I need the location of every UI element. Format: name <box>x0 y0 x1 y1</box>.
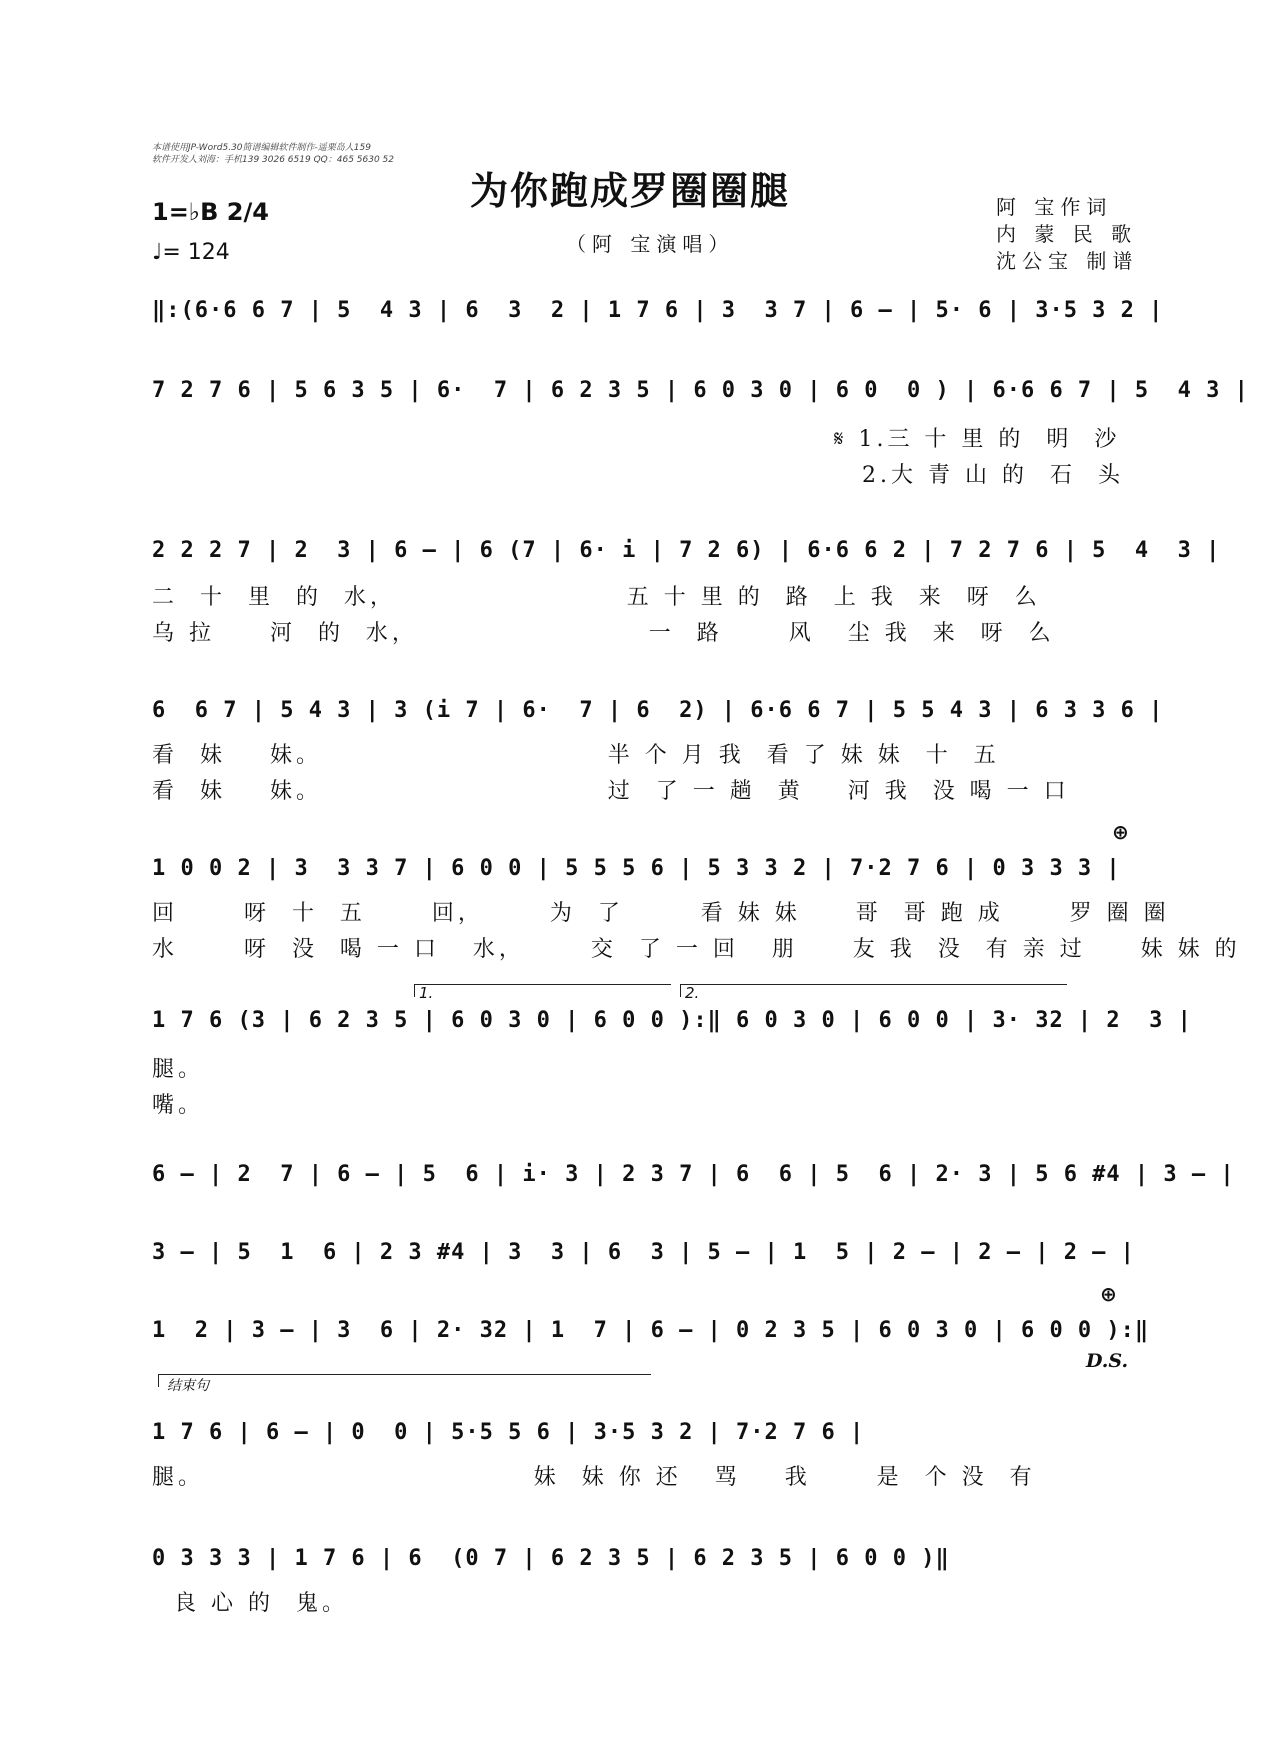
author-credits <box>996 194 1138 275</box>
lyric-row-10: 腿。 妹 妹 你 还 骂 我 是 个 没 有 <box>152 1465 1036 1490</box>
credit-line-2: 软件开发人刘海：手机139 3026 6519 QQ：465 5630 52 <box>152 155 394 165</box>
lyric-row-11: 良 心 的 鬼。 <box>152 1591 348 1616</box>
lyric-row-3a: 二 十 里 的 水， 五 十 里 的 路 上 我 来 呀 么 <box>152 585 1041 610</box>
lyric-row-4b: 看 妹 妹。 过 了 一 趟 黄 河 我 没 喝 一 口 <box>152 779 1070 804</box>
score-row-6: 1 7 6 (3 | 6 2 3 5 | 6 0 3 0 | 6 0 0 ):‖ 6 0 3 0 | 6 0 0 | 3· 32 | 2 3 | <box>152 1008 1192 1033</box>
lyric-row-5a: 回 呀 十 五 回， 为 了 看 妹 妹 哥 哥 跑 成 罗 圈 圈 <box>152 901 1170 926</box>
song-title: 为你跑成罗圈圈腿 <box>470 168 791 213</box>
singer-credit: （阿 宝演唱） <box>566 232 735 256</box>
coda-sign-2: ⊕ <box>1100 1282 1117 1306</box>
lyricist: 阿 宝作词 <box>996 195 1113 219</box>
score-row-4: 6 6 7 | 5 4 3 | 3 (i 7 | 6· 7 | 6 2) | 6·6 6 7 | 5 5 4 3 | 6 3 3 6 | <box>152 698 1164 723</box>
lyric-row-4a: 看 妹 妹。 半 个 月 我 看 了 妹 妹 十 五 <box>152 743 1000 768</box>
lyric-row-2a: 𝄋 1.三 十 里 的 明 沙 <box>834 427 1121 452</box>
lyric-row-6b: 嘴。 <box>152 1093 205 1118</box>
score-row-8: 3 – | 5 1 6 | 2 3 #4 | 3 3 | 6 3 | 5 – | 1 5 | 2 – | 2 – | 2 – | <box>152 1240 1135 1265</box>
lyric-row-2b: 2.大 青 山 的 石 头 <box>862 463 1124 488</box>
volta-first-ending: 1. <box>414 984 671 997</box>
dal-segno-mark: D.S. <box>1086 1350 1129 1372</box>
credit-line-1: 本谱使用JP-Word5.30简谱编辑软件制作-遥栗岛人159 <box>152 143 371 153</box>
score-row-10: 1 7 6 | 6 – | 0 0 | 5·5 5 6 | 3·5 3 2 | 7·2 7 6 | <box>152 1420 865 1445</box>
volta-second-ending: 2. <box>680 984 1067 997</box>
score-row-11: 0 3 3 3 | 1 7 6 | 6 (0 7 | 6 2 3 5 | 6 2 3 5 | 6 0 0 )‖ <box>152 1546 950 1571</box>
score-row-5: 1 0 0 2 | 3 3 3 7 | 6 0 0 | 5 5 5 6 | 5 3 3 2 | 7·2 7 6 | 0 3 3 3 | <box>152 856 1121 881</box>
ending-bracket: 结束句 <box>158 1374 651 1387</box>
tempo-marking: ♩= 124 <box>152 240 230 265</box>
music-source: 内 蒙 民 歌 <box>996 222 1138 246</box>
score-row-2: 7 2 7 6 | 5 6 3 5 | 6· 7 | 6 2 3 5 | 6 0 3 0 | 6 0 0 ) | 6·6 6 7 | 5 4 3 | <box>152 378 1249 403</box>
score-row-7: 6 – | 2 7 | 6 – | 5 6 | i· 3 | 2 3 7 | 6 6 | 5 6 | 2· 3 | 5 6 #4 | 3 – | <box>152 1162 1235 1187</box>
score-row-3: 2 2 2 7 | 2 3 | 6 – | 6 (7 | 6· i | 7 2 6) | 6·6 6 2 | 7 2 7 6 | 5 4 3 | <box>152 538 1221 563</box>
arranger: 沈公宝 制谱 <box>996 249 1139 273</box>
coda-sign-1: ⊕ <box>1112 820 1129 844</box>
score-row-1: ‖:(6·6 6 7 | 5 4 3 | 6 3 2 | 1 7 6 | 3 3 7 | 6 – | 5· 6 | 3·5 3 2 | <box>152 298 1164 323</box>
lyric-row-5b: 水 呀 没 喝 一 口 水， 交 了 一 回 朋 友 我 没 有 亲 过 妹 妹 的 <box>152 937 1241 962</box>
lyric-row-6a: 腿。 <box>152 1057 205 1082</box>
lyric-row-3b: 乌 拉 河 的 水， 一 路 风 尘 我 来 呀 么 <box>152 621 1055 646</box>
key-signature: 1=♭B 2/4 <box>152 198 269 226</box>
score-row-9: 1 2 | 3 – | 3 6 | 2· 32 | 1 7 | 6 – | 0 2 3 5 | 6 0 3 0 | 6 0 0 ):‖ <box>152 1318 1150 1343</box>
